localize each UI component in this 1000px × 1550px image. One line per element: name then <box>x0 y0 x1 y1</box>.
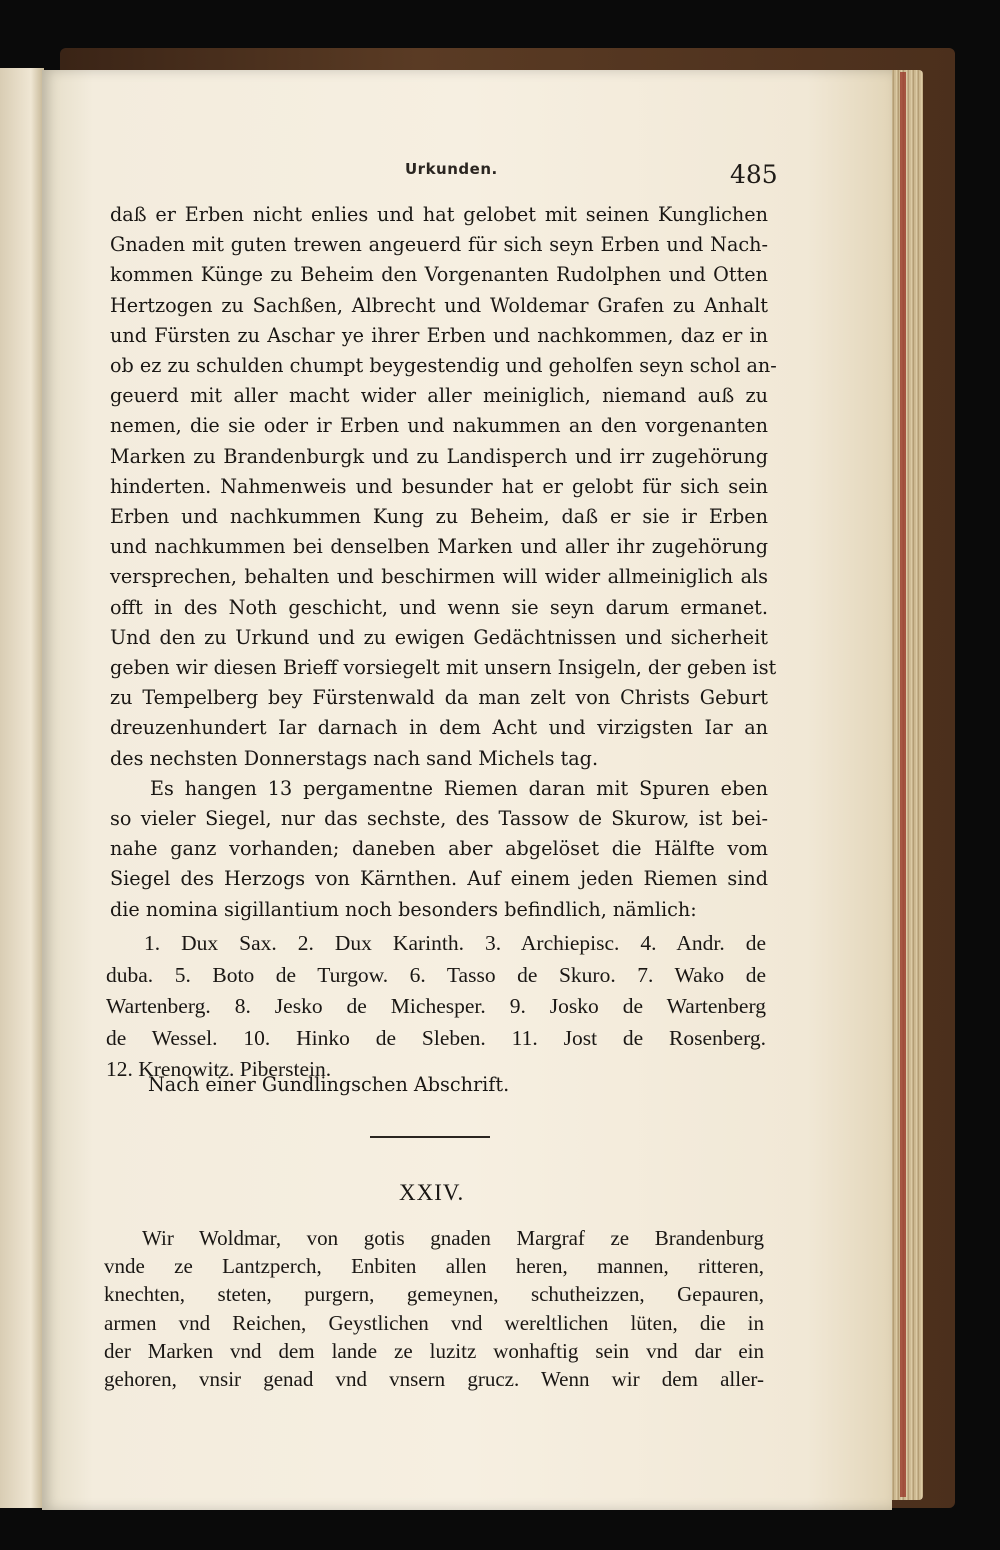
seal-line: duba. 5. Boto de Turgow. 6. Tasso de Skuro. 7. Wako de <box>106 962 766 987</box>
charter-line: armen vnd Reichen, Geystlichen vnd wereltlichen lüten, die in <box>104 1310 764 1335</box>
text-line: die nomina sigillantium noch besonders befindlich, nämlich: <box>110 897 697 921</box>
text-line: und nachkummen bei denselben Marken und aller ihr zugehörung <box>110 535 768 559</box>
source-note: Nach einer Gundlingschen Abschrift. <box>148 1073 510 1096</box>
charter-line: gehoren, vnsir genad vnd vnsern grucz. Wenn wir dem aller- <box>104 1367 764 1392</box>
text-line: daß er Erben nicht enlies und hat gelobet mit seinen Kunglichen <box>110 203 768 226</box>
running-head: Urkunden. <box>405 160 498 178</box>
text-line: offt in des Noth geschicht, und wenn sie seyn darum ermanet. <box>110 595 768 619</box>
text-line: kommen Künge zu Beheim den Vorgenanten Rudolphen und Otten <box>110 263 768 287</box>
charter-line: Wir Woldmar, von gotis gnaden Margraf ze Brandenburg <box>142 1226 764 1250</box>
charter-line: vnde ze Lantzperch, Enbiten allen heren, mannen, ritteren, <box>104 1254 764 1279</box>
seal-list <box>106 928 766 1086</box>
text-line: Siegel des Herzogs von Kärnthen. Auf einem jeden Riemen sind <box>110 867 768 891</box>
text-line: nemen, die sie oder ir Erben und nakummen an den vorgenanten <box>110 414 768 438</box>
text-line: geben wir diesen Brieff vorsiegelt mit unsern Insigeln, der geben ist <box>110 656 777 680</box>
section-divider <box>370 1136 490 1138</box>
text-line: ob ez zu schulden chumpt beygestendig und geholfen seyn schol an- <box>110 354 777 378</box>
seal-line: 12. Krenowitz. Piberstein. <box>106 1057 332 1081</box>
text-line: Erben und nachkummen Kung zu Beheim, daß er sie ir Erben <box>110 505 768 529</box>
paragraph-2 <box>110 774 768 925</box>
body-text <box>110 200 777 925</box>
page-edge-tint <box>900 72 906 1497</box>
charter-line: der Marken vnd dem lande ze luzitz wonhaftig sein vnd dar ein <box>104 1338 764 1363</box>
text-line: geuerd mit aller macht wider aller meiniglich, niemand auß zu <box>110 384 768 408</box>
facing-page <box>0 68 44 1508</box>
seal-line: Wartenberg. 8. Jesko de Michesper. 9. Josko de Wartenberg <box>106 994 766 1018</box>
section-title: XXIV. <box>399 1180 465 1205</box>
paragraph-1 <box>110 200 777 774</box>
charter-text <box>104 1224 764 1393</box>
text-line: Und den zu Urkund und zu ewigen Gedächtnissen und sicherheit <box>110 625 768 649</box>
seal-line: 1. Dux Sax. 2. Dux Karinth. 3. Archiepisc. 4. Andr. de <box>144 931 766 955</box>
seal-line: de Wessel. 10. Hinko de Sleben. 11. Jost de Rosenberg. <box>106 1025 766 1050</box>
text-line: zu Tempelberg bey Fürstenwald da man zelt von Christs Geburt <box>110 686 768 710</box>
charter-line: knechten, steten, purgern, gemeynen, schutheizzen, Gepauren, <box>104 1282 764 1307</box>
text-line: so vieler Siegel, nur das sechste, des Tassow de Skurow, ist bei- <box>110 807 768 831</box>
text-line: Hertzogen zu Sachßen, Albrecht und Woldemar Grafen zu Anhalt <box>110 293 768 317</box>
text-line: Es hangen 13 pergamentne Riemen daran mit Spuren eben <box>150 776 768 800</box>
text-line: dreuzenhundert Iar darnach in dem Acht und virzigsten Iar an <box>110 716 768 740</box>
text-line: des nechsten Donnerstags nach sand Michels tag. <box>110 746 599 770</box>
text-line: Gnaden mit guten trewen angeuerd für sich seyn Erben und Nach- <box>110 233 768 257</box>
text-line: Marken zu Brandenburgk und zu Landisperch und irr zugehörung <box>110 444 768 468</box>
text-line: nahe ganz vorhanden; daneben aber abgelöset die Hälfte vom <box>110 837 768 861</box>
text-line: versprechen, behalten und beschirmen will wider allmeiniglich als <box>110 565 768 589</box>
page-number: 485 <box>730 160 778 189</box>
text-line: und Fürsten zu Aschar ye ihrer Erben und nachkommen, daz er in <box>110 323 768 347</box>
text-line: hinderten. Nahmenweis und besunder hat er gelobt für sich sein <box>110 474 768 498</box>
